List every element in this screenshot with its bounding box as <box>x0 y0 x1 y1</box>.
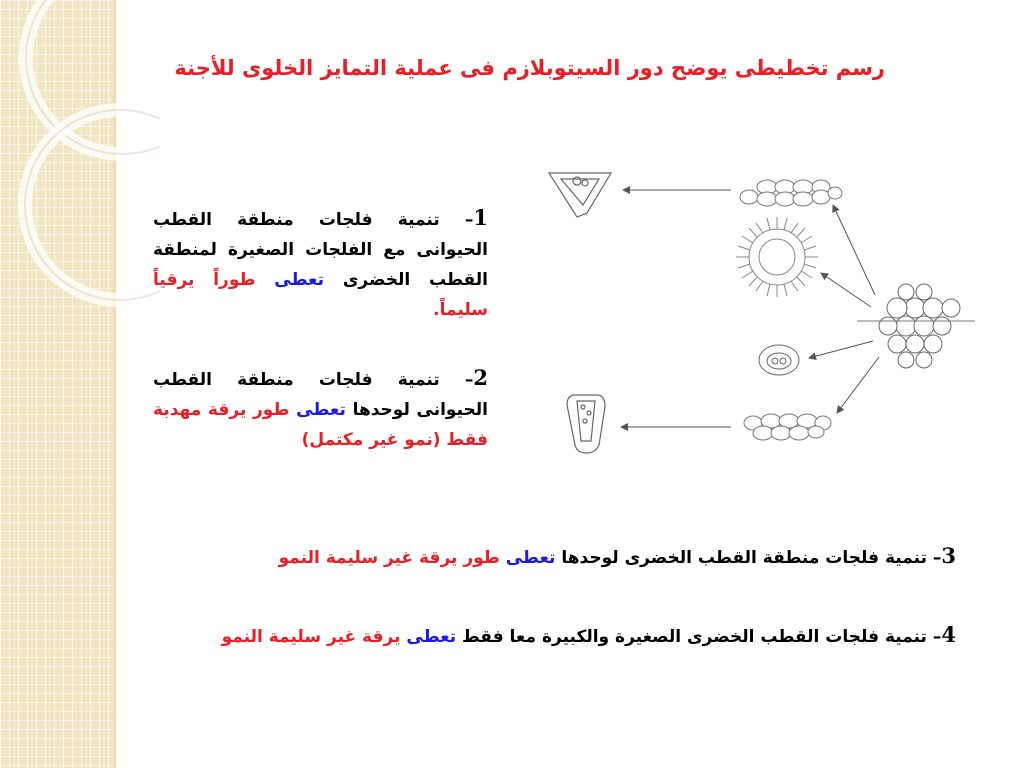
point-2 <box>153 363 488 455</box>
point-1-text: تنمية فلجات منطقة القطب الحيوانى مع الفلجات الصغيرة لمنطقة القطب الخضرى <box>153 210 489 290</box>
ciliated-larva-icon <box>736 217 818 297</box>
point-3-text: تنمية فلجات منطقة القطب الخضرى لوحدها <box>561 548 927 568</box>
point-1-number: 1 <box>473 205 488 230</box>
slide-title: رسم تخطيطى يوضح دور السيتوبلازم فى عملية التمايز الخلوى للأجنة <box>174 56 885 80</box>
point-1-result: طوراً يرقياً سليماً. <box>153 270 488 320</box>
point-4-dash: – <box>932 627 942 647</box>
animal-pole-cells-icon <box>740 180 842 206</box>
point-2-verb: تعطى <box>296 400 346 420</box>
central-embryo-icon <box>879 284 960 368</box>
point-4-verb: تعطى <box>406 627 457 647</box>
point-1-dash: – <box>464 210 474 230</box>
point-3-dash: – <box>932 548 942 568</box>
point-3-verb: تعطى <box>505 548 556 568</box>
decorative-rings-icon <box>0 0 160 330</box>
ciliated-blastula-only-icon <box>567 395 605 453</box>
point-4-text: تنمية فلجات القطب الخضرى الصغيرة والكبيرة معا فقط <box>462 627 927 647</box>
point-1 <box>153 203 488 325</box>
point-2-number: 2 <box>473 365 488 390</box>
point-3 <box>279 541 956 573</box>
point-2-dash: – <box>464 370 474 390</box>
point-4 <box>222 620 956 652</box>
point-4-number: 4 <box>941 622 956 647</box>
point-3-number: 3 <box>941 543 956 568</box>
point-1-verb: تعطى <box>274 270 325 290</box>
normal-larva-icon <box>549 173 611 217</box>
point-2-result: طور يرقة مهدبة فقط (نمو غير مكتمل) <box>153 400 488 450</box>
vegetal-pole-cells-icon <box>744 414 831 440</box>
abnormal-embryo-icon <box>759 345 799 375</box>
point-2-text: تنمية فلجات منطقة القطب الحيوانى لوحدها <box>153 370 488 420</box>
point-4-result: يرقة غير سليمة النمو <box>221 627 401 647</box>
embryo-differentiation-diagram-icon <box>527 145 975 463</box>
point-3-result: طور يرقة غير سليمة النمو <box>278 548 500 568</box>
